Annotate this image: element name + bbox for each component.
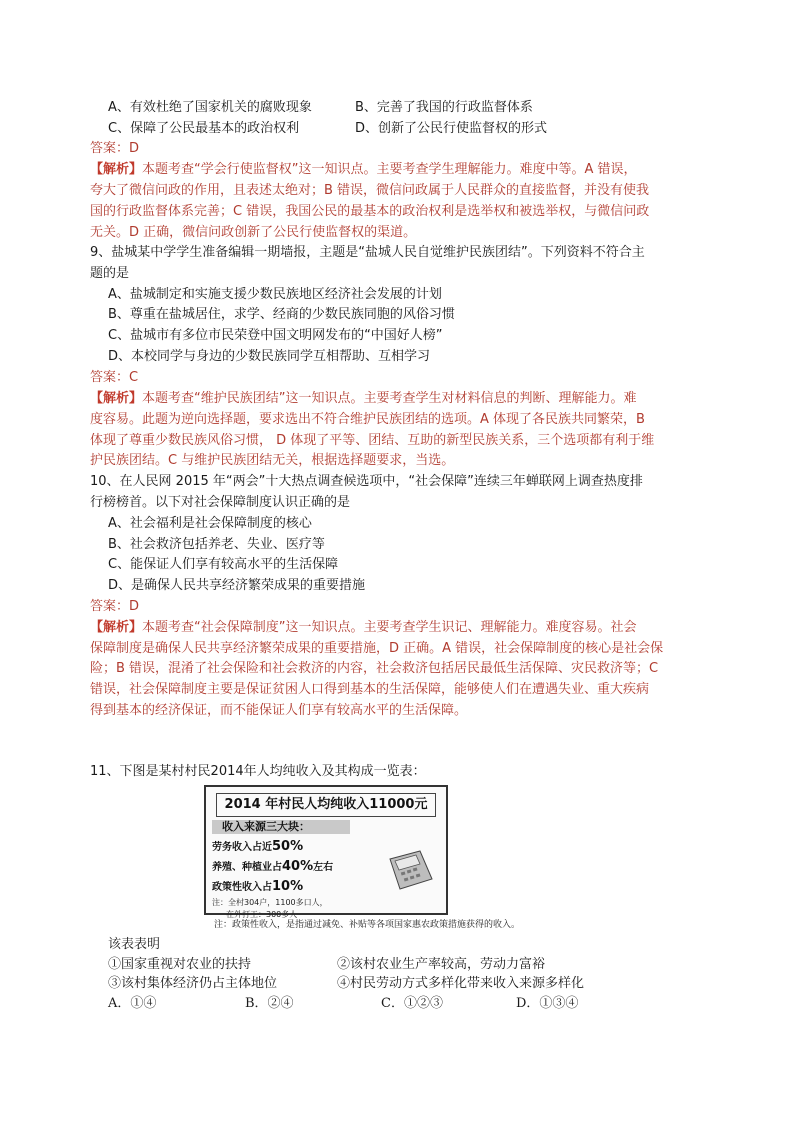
- q9-analysis-line-4: 护民族团结。C 与维护民族团结无关，根据选择题要求，当选。: [90, 453, 455, 468]
- figure-row-farming: 养殖、种植业占40%左右: [212, 859, 334, 874]
- q10-analysis-line-3: 险；B 错误，混淆了社会保险和社会救济的内容，社会救济包括居民最低生活保障、灾民救济等；C: [90, 661, 659, 676]
- q11-choice-1: ①国家重视对农业的扶持: [108, 957, 252, 972]
- q8-analysis-line-1: 【解析】本题考查“学会行使监督权”这一知识点。主要考查学生理解能力。难度中等。A 错误，: [90, 162, 637, 177]
- q8-option-a: A、有效杜绝了国家机关的腐败现象: [108, 100, 312, 115]
- q11-choice-4: ④村民劳动方式多样化带来收入来源多样化: [337, 976, 585, 991]
- q8-option-c: C、保障了公民最基本的政治权利: [108, 121, 300, 136]
- q9-analysis-line-1: 【解析】本题考查“维护民族团结”这一知识点。主要考查学生对材料信息的判断、理解能力。难: [90, 391, 637, 406]
- income-figure: [204, 785, 448, 919]
- q10-analysis-line-1: 【解析】本题考查“社会保障制度”这一知识点。主要考查学生识记、理解能力。难度容易。社会: [90, 620, 637, 635]
- q9-option-d: D、本校同学与身边的少数民族同学互相帮助、互相学习: [108, 349, 431, 364]
- q9-analysis-tag: 【解析】: [90, 391, 143, 406]
- q8-answer: 答案：D: [90, 141, 140, 156]
- q10-option-d: D、是确保人民共享经济繁荣成果的重要措施: [108, 578, 366, 593]
- calculator-icon: [386, 849, 434, 893]
- q11-choice-2: ②该村农业生产率较高，劳动力富裕: [337, 957, 546, 972]
- q10-analysis-line-5: 得到基本的经济保证，而不能保证人们享有较高水平的生活保障。: [90, 703, 468, 718]
- figure-caption: 注：政策性收入，是指通过减免、补贴等各项国家惠农政策措施获得的收入。: [214, 920, 521, 930]
- q11-lead: 该表表明: [108, 937, 161, 952]
- q10-answer: 答案：D: [90, 599, 140, 614]
- q9-analysis-line-2: 度容易。此题为逆向选择题，要求选出不符合维护民族团结的选项。A 体现了各民族共同繁荣，B: [90, 412, 645, 427]
- q8-analysis-line-4: 无关。D 正确，微信问政创新了公民行使监督权的渠道。: [90, 225, 417, 240]
- q9-stem-line-1: 9、盐城某中学学生准备编辑一期墙报，主题是“盐城人民自觉维护民族团结”。下列资料不符合主: [90, 245, 645, 260]
- q11-answer-a: A．①④: [108, 996, 157, 1011]
- q11-answer-b: B．②④: [245, 996, 294, 1011]
- q10-analysis-tag: 【解析】: [90, 620, 143, 635]
- q8-option-b: B、完善了我国的行政监督体系: [355, 100, 533, 115]
- q10-analysis-line-4: 错误，社会保障制度主要是保证贫困人口得到基本的生活保障，能够使人们在遭遇失业、重大疾病: [90, 682, 650, 697]
- q8-analysis-tag: 【解析】: [90, 162, 143, 177]
- q8-option-d: D、创新了公民行使监督权的形式: [355, 121, 548, 136]
- q11-answer-c: C．①②③: [381, 996, 443, 1011]
- figure-note-1: 注：全村304户，1100多口人，: [212, 898, 328, 907]
- q11-choice-3: ③该村集体经济仍占主体地位: [108, 976, 278, 991]
- figure-title: 2014 年村民人均纯收入11000元: [216, 793, 436, 817]
- q8-analysis-line-2: 夸大了微信问政的作用，且表述太绝对；B 错误，微信问政属于人民群众的直接监督，并没有使我: [90, 183, 650, 198]
- q10-option-a: A、社会福利是社会保障制度的核心: [108, 516, 312, 531]
- q10-stem-line-2: 行榜榜首。以下对社会保障制度认识正确的是: [90, 495, 351, 510]
- q9-stem-line-2: 题的是: [90, 266, 130, 281]
- q10-option-c: C、能保证人们享有较高水平的生活保障: [108, 557, 339, 572]
- q11-answer-d: D．①③④: [516, 996, 579, 1011]
- figure-row-policy: 政策性收入占10%: [212, 879, 304, 894]
- q9-option-b: B、尊重在盐城居住，求学、经商的少数民族同胞的风俗习惯: [108, 307, 455, 322]
- q9-analysis-line-3: 体现了尊重少数民族风俗习惯， D 体现了平等、团结、互助的新型民族关系，三个选项都有利于维: [90, 433, 655, 448]
- q10-analysis-line-2: 保障制度是确保人民共享经济繁荣成果的重要措施，D 正确。A 错误，社会保障制度的核心是社会保: [90, 641, 664, 656]
- q9-option-a: A、盐城制定和实施支援少数民族地区经济社会发展的计划: [108, 287, 442, 302]
- q9-answer: 答案：C: [90, 370, 139, 385]
- figure-subtitle: 收入来源三大块：: [212, 820, 350, 834]
- q9-option-c: C、盐城市有多位市民荣登中国文明网发布的“中国好人榜”: [108, 328, 443, 343]
- figure-row-labor: 劳务收入占近50%: [212, 839, 304, 854]
- q8-analysis-line-3: 国的行政监督体系完善；C 错误，我国公民的最基本的政治权利是选举权和被选举权，与微信问政: [90, 204, 650, 219]
- figure-note-2: 在外打工：300多人: [226, 910, 298, 919]
- q10-stem-line-1: 10、在人民网 2015 年“两会”十大热点调查候选项中，“社会保障”连续三年蝉联网上调查热度排: [90, 474, 643, 489]
- q11-stem: 11、下图是某村村民2014年人均纯收入及其构成一览表：: [90, 764, 426, 779]
- q10-option-b: B、社会救济包括养老、失业、医疗等: [108, 537, 325, 552]
